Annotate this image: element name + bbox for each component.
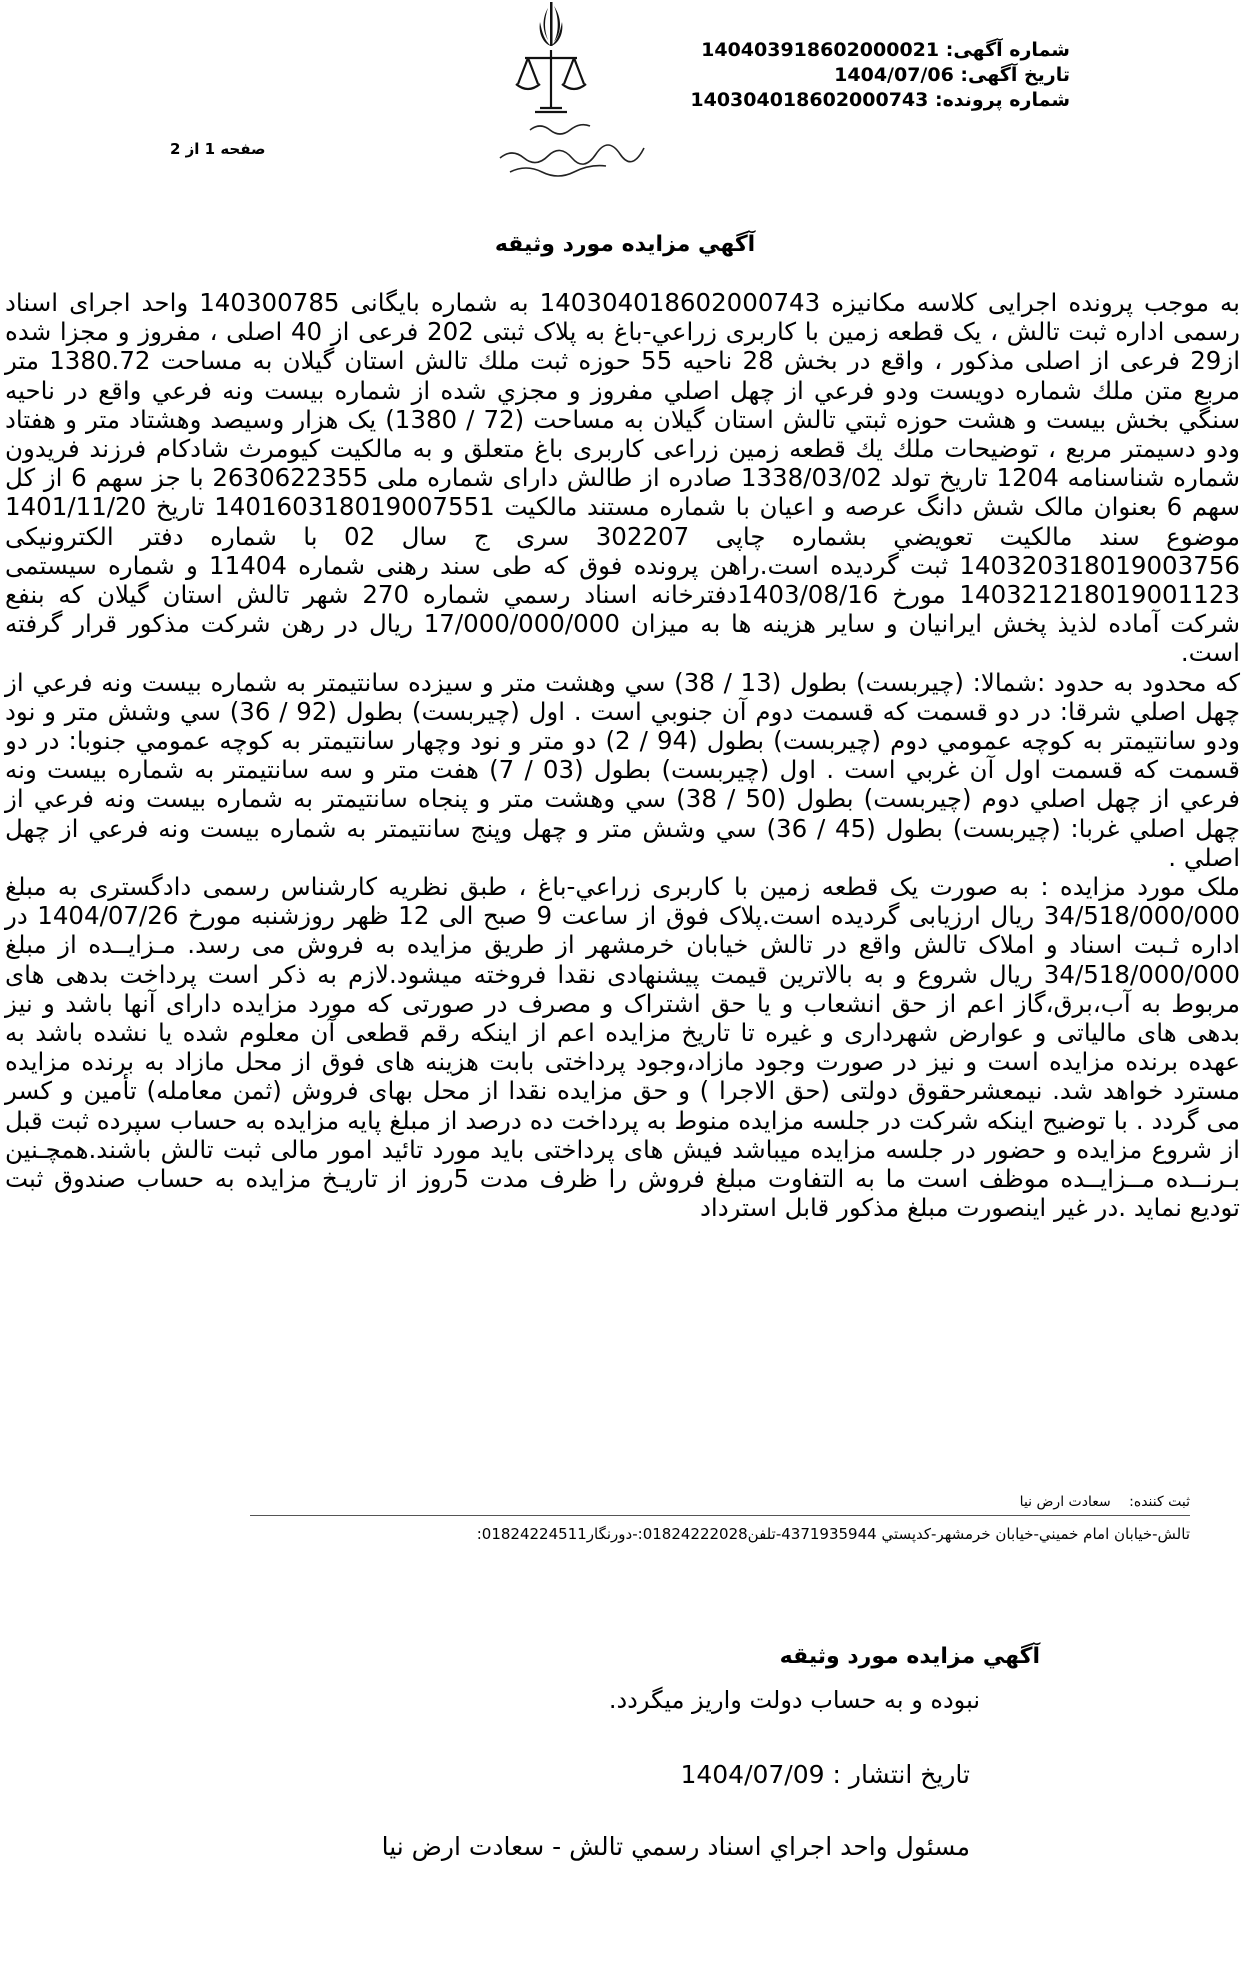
- publish-date-line: [680, 1760, 970, 1789]
- case-number-row: [690, 88, 1070, 113]
- continuation-text: نبوده و به حساب دولت واریز میگردد.: [608, 1686, 980, 1714]
- notice-metadata: [690, 38, 1070, 113]
- continuation-title: آگهي مزايده مورد وثيقه: [779, 1644, 1040, 1669]
- office-address: تالش-خيابان امام خميني-خيابان خرمشهر-كدپستي 4371935944-تلفن01824222028:-دورنگار01824224511:: [476, 1525, 1190, 1543]
- footer-divider: [250, 1515, 1190, 1516]
- notice-number-row: [690, 38, 1070, 63]
- case-number-label: شماره پرونده:: [934, 89, 1070, 111]
- notice-body: [5, 288, 1240, 1223]
- judiciary-emblem-logo: [480, 0, 710, 205]
- notice-date-row: [690, 63, 1070, 88]
- publish-date-label: تاریخ انتشار :: [832, 1760, 970, 1789]
- notice-number: 14040391860200002​1: [701, 39, 940, 61]
- registrar-line: [1020, 1494, 1190, 1510]
- notice-body-text: به موجب پرونده اجرایی کلاسه مکانیزه 140304018602000743 به شماره بایگانی 140300785 واحد اجرای اسناد رسمی اداره ثبت تالش ، یک قطعه زمین با کاربری زراعي-باغ به پلاک ثبتی 202 فرعی از 40 اصلی ، مفروز و مجزا شده از29 فرعی از اصلی مذکور ، واقع در بخش 28 ناحیه 55 حوزه ثبت ملك تالش استان گیلان به مساحت 1380.72 متر مربع متن ملك شماره دويست ودو فرعي از چهل اصلي مفروز و مجزي شده از شماره بيست ونه فرعي واقع در ناحيه سنگي بخش بيست و هشت حوزه ثبتي تالش استان گيلان به مساحت (72 / 1380) یک هزار وسيصد وهشتاد متر و هفتاد ودو دسيمتر مربع ، توضيحات ملك يك قطعه زمين زراعی کاربری باغ متعلق و به مالكيت كيومرث شادكام فرزند فريدون شماره شناسنامه 1204 تاريخ تولد 1338/03/02 صادره از طالش دارای شماره ملی 2630622355 با جز سهم 6 از كل سهم 6 بعنوان مالک شش دانگ عرصه و اعيان با شماره مستند مالكيت 14016031801900755​1 تاريخ 1401/11/20 موضوع سند مالكيت تعويضي بشماره چاپی 302207 سری ج سال 02 با شماره دفتر الكترونيكی 140320318019003756 ثبت گردیده است.راهن پرونده فوق که طی سند رهنی شماره 11404 و شماره سیستمی 140321218019001123 مورخ 1403/08/16دفترخانه اسناد رسمي شماره 270 شهر تالش استان گیلان که بنفع شرکت آماده لذيذ پخش ايرانيان و سایر هزینه ها به میزان 17/000/000/000 ریال در رهن شرکت مذکور قرار گرفته است. كه محدود به حدود :شمالا: (چيربست) بطول (13 / 38) سي وهشت متر و سيزده سانتيمتر به شماره بيست ونه فرعي از چهل اصلي شرقا: در دو قسمت كه قسمت دوم آن جنوبي است . اول (چيربست) بطول (92 / 36) سي وشش متر و نود ودو سانتيمتر به كوچه عمومي دوم (چيربست) بطول (94 / 2) دو متر و نود وچهار سانتيمتر به كوچه عمومي جنوبا: در دو قسمت كه قسمت اول آن غربي است . اول (چيربست) بطول (03 / 7) هفت متر و سه سانتيمتر به شماره بيست ونه فرعي از چهل اصلي دوم (چيربست) بطول (50 / 38) سي وهشت متر و پنجاه سانتيمتر به شماره بيست ونه فرعي از چهل اصلي غربا: (چيربست) بطول (45 / 36) سي وشش متر و چهل وپنج سانتيمتر به شماره بيست ونه فرعي از چهل اصلي . ملک مورد مزایده : به صورت یک قطعه زمين با كاربری زراعي-باغ ، طبق نظریه کارشناس رسمی دادگستری به مبلغ 34/518/000/000 ریال ارزیابی گردیده است.پلاک فوق از ساعت 9 صبح الی 12 ظهر روزشنبه مورخ 1404/07/26 در اداره ثـبت اسناد و املاک تالش واقع در تالش خیابان خرمشهر از طریق مزایده به فروش می رسد. مـزایــده از مبلغ 34/518/000/000 ریال شروع و به بالاترین قیمت پیشنهادی نقدا فروخته میشود.لازم به ذکر است پرداخت بدهی های مربوط به آب،برق،گاز اعم از حق انشعاب و یا حق اشتراک و مصرف در صورتی که مورد مزایده دارای آنها باشد و نیز بدهی های مالیاتی و عوارض شهرداری و غیره تا تاریخ مزایده اعم از اینکه رقم قطعی آن معلوم شده یا نشده باشد به عهده برنده مزایده است و نیز در صورت وجود مازاد،وجود پرداختی بابت هزینه های فوق از محل مازاد به برنده مزایده مسترد خواهد شد. نیمعشرحقوق دولتی (حق الاجرا ) و حق مزایده نقدا از محل بهای فروش (ثمن معامله) تأمین و کسر می گردد . با توضیح اینکه شرکت در جلسه مزایده منوط به پرداخت ده درصد از مبلغ پایه مزایده به حساب سپرده ثبت قبل از شروع مزایده و حضور در جلسه مزایده میباشد فیش های پرداختی باید مورد تائید امور مالی ثبت تالش باشند.همچـنین بـرنــده مــزایــده موظف است ما به التفاوت مبلغ فروش را ظرف مدت 5روز از تاریـخ مزایده به حساب صندوق ثبت تودیع نماید .در غیر اینصورت مبلغ مذکور قابل استرداد: [5, 288, 1241, 1223]
- case-number: 140304018602000743: [690, 89, 929, 111]
- notice-date: 1404/07/06: [834, 64, 954, 86]
- signature-line: مسئول واحد اجراي اسناد رسمي تالش - سعادت ارض نيا: [381, 1832, 970, 1861]
- registrar-label: ثبت کننده:: [1129, 1494, 1190, 1510]
- notice-number-label: شماره آگهی:: [945, 39, 1070, 61]
- notice-date-label: تاریخ آگهی:: [960, 64, 1070, 86]
- page-number: صفحه 1 از 2: [170, 140, 266, 158]
- emblem-icon: [480, 0, 710, 205]
- registrar-name: سعادت ارض نيا: [1019, 1494, 1111, 1510]
- notice-title: آگهي مزايده مورد وثيقه: [494, 232, 756, 257]
- publish-date: 1404/07/09: [680, 1760, 825, 1789]
